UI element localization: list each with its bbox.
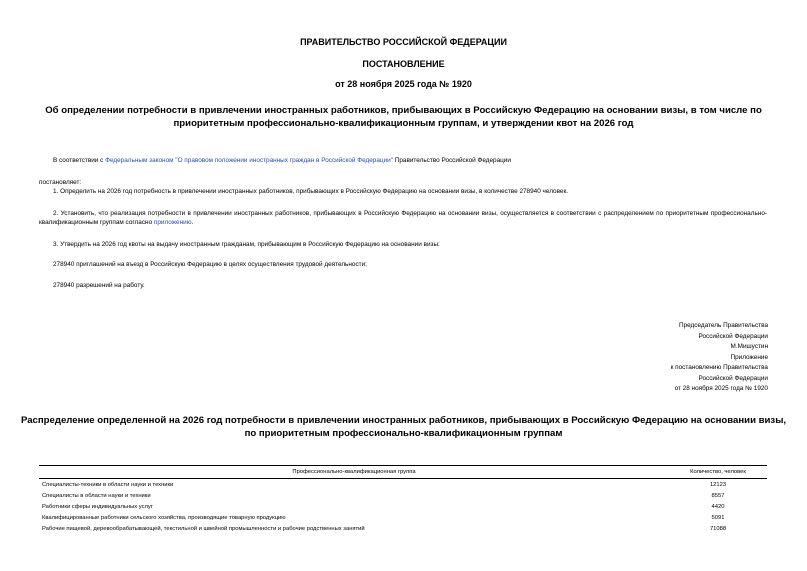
preamble <box>53 156 773 165</box>
item-2 <box>39 209 767 227</box>
item-2-text: 2. Установить, что реализация потребности в привлечении иностранных работников, прибывающих в Российскую Федерацию на основании визы, осуществляется в соответствии с распределением по приоритетным профессионально-квалификационным группам согласно <box>39 210 767 226</box>
preamble-end: Правительство Российской Федерации <box>392 157 511 164</box>
table-cell-count: 12123 <box>709 481 727 488</box>
document-title: Об определении потребности в привлечении иностранных работников, прибывающих в Российскую Федерацию на основании визы, в том числе по приоритетным профессионально-квалификационным группам, и утверждении квот на 2026 год <box>45 105 762 129</box>
table-cell-group: Работники сферы индивидуальных услуг <box>42 503 153 510</box>
table-cell-count: 8557 <box>711 492 725 499</box>
appendix-label: Приложение <box>730 353 768 361</box>
table-cell-group: Специалисты-техники в области науки и техники <box>42 481 174 488</box>
table-cell-group: Рабочие пищевой, деревообрабатывающей, текстильной и швейной промышленности и рабочие родственных занятий <box>42 525 365 532</box>
table-row <box>39 512 767 523</box>
appendix-ref-3: от 28 ноября 2025 года № 1920 <box>674 385 768 392</box>
header-authority: ПРАВИТЕЛЬСТВО РОССИЙСКОЙ ФЕДЕРАЦИИ <box>300 37 507 47</box>
signature-name: М.Мишустин <box>730 343 768 350</box>
signature-line-1: Председатель Правительства <box>679 322 768 329</box>
federal-law-link[interactable]: Федеральным законом "О правовом положении иностранных граждан в Российской Федерации" <box>105 157 393 164</box>
table-header-row <box>39 466 767 479</box>
quota-invitations: 278940 приглашений на въезд в Российскую Федерацию в целях осуществления трудовой деятельности; <box>53 261 367 268</box>
table-row <box>39 479 767 491</box>
preamble-start: В соответствии с <box>53 157 106 164</box>
header-date-number: от 28 ноября 2025 года № 1920 <box>335 79 472 89</box>
table-row <box>39 490 767 501</box>
table-row <box>39 501 767 512</box>
table-cell-count: 71088 <box>709 525 727 532</box>
item-1: 1. Определить на 2026 год потребность в привлечении иностранных работников, прибывающих в Российскую Федерацию на основании визы, в количестве 278940 человек. <box>53 188 569 195</box>
column-header-group: Профессионально-квалификационная группа <box>39 466 669 479</box>
signature-block <box>671 321 768 395</box>
distribution-table <box>39 465 767 534</box>
quota-permits: 278940 разрешений на работу. <box>53 282 145 289</box>
item-2-end: . <box>191 219 194 226</box>
header-doc-type: ПОСТАНОВЛЕНИЕ <box>362 59 445 69</box>
table-cell-count: 4420 <box>711 503 725 510</box>
table-cell-group: Специалисты в области науки и техники <box>42 492 151 499</box>
column-header-count: Количество, человек <box>669 466 767 479</box>
appendix-link[interactable]: приложению <box>153 219 192 226</box>
table-cell-count: 5091 <box>711 514 725 521</box>
decrees-word: постановляет: <box>39 179 82 186</box>
signature-line-2: Российской Федерации <box>698 332 768 340</box>
table-row <box>39 523 767 534</box>
appendix-ref-1: к постановлению Правительства <box>670 364 768 371</box>
appendix-title: Распределение определенной на 2026 год потребности в привлечении иностранных работников, прибывающих в Российскую Федерацию на основании визы, по приоритетным профессионально-квалификационным группам <box>20 415 787 439</box>
appendix-ref-2: Российской Федерации <box>698 374 768 382</box>
item-3: 3. Утвердить на 2026 год квоты на выдачу иностранным гражданам, прибывающим в Российскую Федерацию на основании визы: <box>53 241 440 248</box>
table-cell-group: Квалифицированные работники сельского хозяйства, производящие товарную продукцию <box>42 514 286 521</box>
